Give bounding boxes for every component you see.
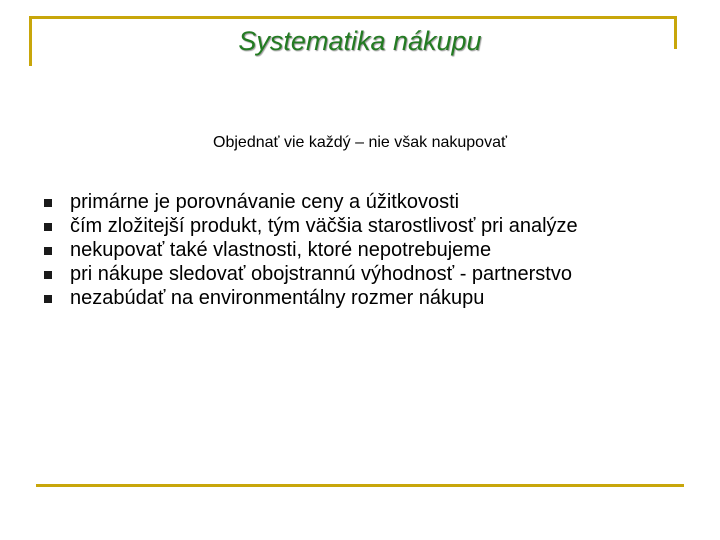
slide-title: Systematika nákupu: [238, 26, 482, 56]
bullet-item: [44, 286, 694, 310]
bullet-text: čím zložitejší produkt, tým väčšia starostlivosť pri analýze: [70, 215, 578, 237]
square-bullet-icon: [44, 271, 52, 279]
frame-bottom-line: [36, 484, 684, 487]
frame-top-line: [29, 16, 677, 19]
bullet-item: [44, 214, 694, 238]
square-bullet-icon: [44, 247, 52, 255]
bullet-item: [44, 190, 694, 214]
bullet-text: nekupovať také vlastnosti, ktoré nepotrebujeme: [70, 239, 492, 261]
bullet-list: [44, 190, 694, 310]
bullet-item: [44, 262, 694, 286]
bullet-item: [44, 238, 694, 262]
bullet-text: pri nákupe sledovať obojstrannú výhodnosť - partnerstvo: [70, 263, 572, 285]
bullet-text: nezabúdať na environmentálny rozmer nákupu: [70, 287, 485, 309]
square-bullet-icon: [44, 223, 52, 231]
square-bullet-icon: [44, 199, 52, 207]
bullet-text: primárne je porovnávanie ceny a úžitkovosti: [70, 191, 460, 213]
slide-subtitle: Objednať vie každý – nie však nakupovať: [213, 134, 507, 151]
square-bullet-icon: [44, 295, 52, 303]
